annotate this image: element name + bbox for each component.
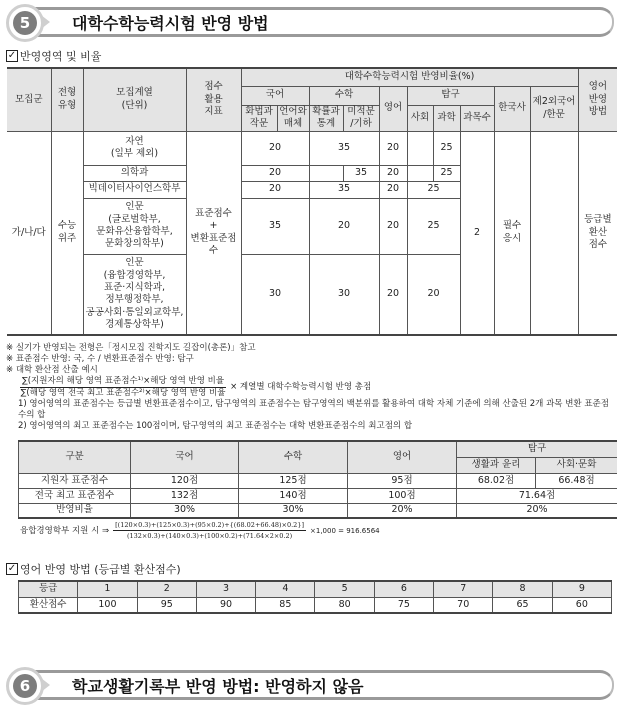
cell-inquiry: 20% (457, 503, 617, 518)
header-grade: 등급 (19, 581, 78, 597)
cell-m1 (309, 165, 343, 181)
header-foreign: 제2외국어 /한문 (530, 86, 578, 131)
cell-converted-score: 85 (256, 597, 315, 613)
notes (6, 343, 611, 432)
cell-converted-score: 60 (552, 597, 611, 613)
subheading-label: 반영영역 및 비율 (20, 50, 102, 63)
cell-english: 20 (379, 181, 407, 198)
footnote: 2) 영어영역의 최고 표준점수는 100점이며, 탐구영역의 최고 표준점수는 대학 변환표준점수의 최고점의 합 (18, 421, 413, 431)
example-label: 융합경영학부 지원 시 ⇒ (20, 525, 110, 536)
cell-converted-score: 65 (493, 597, 552, 613)
table-row (7, 131, 617, 165)
formula-multiplier: × 계열별 대학수학능력시험 반영 총점 (230, 382, 372, 392)
cell-score: 표준점수 + 변환표준점수 (186, 131, 241, 335)
cell-math: 30% (239, 503, 348, 518)
header-grade-value: 8 (493, 581, 552, 597)
example-fraction (113, 520, 306, 541)
cell-converted-score: 90 (196, 597, 255, 613)
header-english: 영어 (348, 441, 457, 473)
header-label: 구분 (19, 441, 131, 473)
example-denominator: (132×0.3)+(140×0.3)+(100×0.2)+(71.64×2×0.2) (126, 532, 293, 540)
header-grade-value: 6 (374, 581, 433, 597)
score-formula (20, 376, 611, 399)
cell-korean: 20 (241, 165, 309, 181)
section-title: 학교생활기록부 반영 방법: 반영하지 않음 (72, 677, 364, 696)
header-grade-value: 3 (196, 581, 255, 597)
cell-label: 반영비율 (19, 503, 131, 518)
header-math: 수학 (309, 86, 379, 105)
cell-english: 95점 (348, 473, 457, 488)
cell-korean: 132점 (131, 488, 239, 503)
header-k1: 화법과 작문 (241, 105, 277, 131)
header-english-method: 영어 반영 방법 (578, 68, 617, 131)
cell-foreign (530, 131, 578, 335)
note: ※ 실기가 반영되는 전형은「정시모집 진학지도 길잡이(총론)」참고 (6, 343, 256, 353)
formula-fraction (20, 376, 226, 399)
cell-converted-score: 75 (374, 597, 433, 613)
cell-type: 수능 위주 (51, 131, 83, 335)
section-5-header (4, 4, 614, 40)
cell-science: 25 (433, 131, 460, 165)
cell-converted-score: 70 (434, 597, 493, 613)
formula-denominator: ∑(해당 영역 전국 최고 표준점수²⁾×해당 영역 반영 비율 (20, 388, 226, 398)
cell-social (407, 165, 433, 181)
header-grade-value: 9 (552, 581, 611, 597)
section-number: 6 (13, 674, 37, 698)
cell-converted-score: 95 (137, 597, 196, 613)
score-row (19, 597, 612, 613)
header-csat: 대학수학능력시험 반영비율(%) (241, 68, 578, 86)
english-grade-table (18, 580, 612, 614)
cell-converted-score: 100 (78, 597, 137, 613)
header-english: 영어 (379, 86, 407, 131)
cell-inquiry: 25 (407, 198, 460, 254)
cell-korean: 30 (241, 254, 309, 335)
cell-math: 20 (309, 198, 379, 254)
cell-society: 66.48점 (536, 473, 617, 488)
cell-label: 지원자 표준점수 (19, 473, 131, 488)
section-6-header (4, 667, 614, 703)
cell-english-method: 등급별 환산 점수 (578, 131, 617, 335)
cell-korean: 20 (241, 131, 309, 165)
cell-inquiry: 20 (407, 254, 460, 335)
section-number: 5 (13, 11, 37, 35)
table-row (19, 473, 617, 488)
header-score: 점수 활용 지표 (186, 68, 241, 131)
cell-math: 35 (309, 131, 379, 165)
header-m1: 확률과 통계 (309, 105, 343, 131)
example-result: ×1,000 = 916.6564 (310, 526, 380, 535)
cell-inquiry: 25 (407, 181, 460, 198)
header-ethics: 생활과 윤리 (457, 457, 536, 473)
cell-korean: 35 (241, 198, 309, 254)
cell-english: 100점 (348, 488, 457, 503)
header-m2: 미적분 /기하 (343, 105, 379, 131)
subheading-english (6, 561, 181, 577)
cell-field: 인문 (글로벌학부, 문화유산융합학부, 문화창의학부) (83, 198, 186, 254)
checkbox-icon: ✓ (7, 50, 17, 61)
cell-english: 20 (379, 198, 407, 254)
subheading-label: 영어 반영 방법 (등급별 환산점수) (20, 563, 181, 576)
grade-row (19, 581, 612, 597)
cell-field: 의학과 (83, 165, 186, 181)
example-calculation (20, 520, 380, 541)
header-grade-value: 7 (434, 581, 493, 597)
arrow-icon (41, 678, 50, 692)
cell-field: 인문 (융합경영학부, 표준·지식학과, 정부행정학부, 공공사회·통일외교학부, 경제통상학부) (83, 254, 186, 335)
cell-count: 2 (460, 131, 494, 335)
footnote: 1) 영어영역의 표준점수는 등급별 변환표준점수이고, 탐구영역의 표준점수는 탐구영역의 백분위를 활용하여 대학 자체 기준에 의해 산출된 2개 과목 변환 표준점수의 합 (18, 399, 609, 420)
cell-social (407, 131, 433, 165)
formula-numerator: ∑(지원자의 해당 영역 표준점수¹⁾×해당 영역 반영 비율 (22, 376, 225, 386)
section-number-badge (6, 4, 44, 42)
cell-m2: 35 (343, 165, 379, 181)
csat-ratio-table (7, 67, 617, 336)
cell-english: 20 (379, 165, 407, 181)
header-group: 모집군 (7, 68, 51, 131)
header-korean: 국어 (241, 86, 309, 105)
header-korean: 국어 (131, 441, 239, 473)
subheading-ratio (6, 48, 101, 64)
header-grade-value: 2 (137, 581, 196, 597)
header-science: 과학 (433, 105, 460, 131)
cell-ethics: 68.02점 (457, 473, 536, 488)
header-math: 수학 (239, 441, 348, 473)
example-table (18, 440, 617, 519)
header-grade-value: 5 (315, 581, 374, 597)
cell-field: 빅데이터사이언스학부 (83, 181, 186, 198)
header-k2: 언어와 매체 (277, 105, 309, 131)
section-title: 대학수학능력시험 반영 방법 (72, 14, 269, 33)
header-grade-value: 4 (256, 581, 315, 597)
checkbox-icon: ✓ (7, 563, 17, 574)
header-inquiry: 탐구 (407, 86, 494, 105)
header-field: 모집계열 (단위) (83, 68, 186, 131)
cell-math: 35 (309, 181, 379, 198)
cell-korean: 30% (131, 503, 239, 518)
table-row (19, 488, 617, 503)
cell-field: 자연 (일부 제외) (83, 131, 186, 165)
header-history: 한국사 (494, 86, 530, 131)
note: ※ 표준점수 반영: 국, 수 / 변환표준점수 반영: 탐구 (6, 354, 194, 364)
cell-group: 가/나/다 (7, 131, 51, 335)
header-society: 사회·문화 (536, 457, 617, 473)
cell-english: 20 (379, 254, 407, 335)
section-number-badge (6, 667, 44, 705)
cell-korean: 120점 (131, 473, 239, 488)
cell-math: 140점 (239, 488, 348, 503)
example-numerator: [(120×0.3)+(125×0.3)+(95×0.2)+{(68.02+66.48)×0.2}] (115, 521, 304, 529)
header-count: 과목수 (460, 105, 494, 131)
header-social: 사회 (407, 105, 433, 131)
header-grade-value: 1 (78, 581, 137, 597)
cell-score-label: 환산점수 (19, 597, 78, 613)
cell-korean: 20 (241, 181, 309, 198)
cell-converted-score: 80 (315, 597, 374, 613)
cell-history: 필수 응시 (494, 131, 530, 335)
cell-math: 30 (309, 254, 379, 335)
cell-english: 20 (379, 131, 407, 165)
table-row (19, 503, 617, 518)
header-inquiry: 탐구 (457, 441, 617, 457)
cell-inquiry: 71.64점 (457, 488, 617, 503)
cell-english: 20% (348, 503, 457, 518)
cell-math: 125점 (239, 473, 348, 488)
arrow-icon (41, 15, 50, 29)
header-type: 전형 유형 (51, 68, 83, 131)
note: ※ 대학 환산점 산출 예시 (6, 365, 98, 375)
cell-science: 25 (433, 165, 460, 181)
cell-label: 전국 최고 표준점수 (19, 488, 131, 503)
